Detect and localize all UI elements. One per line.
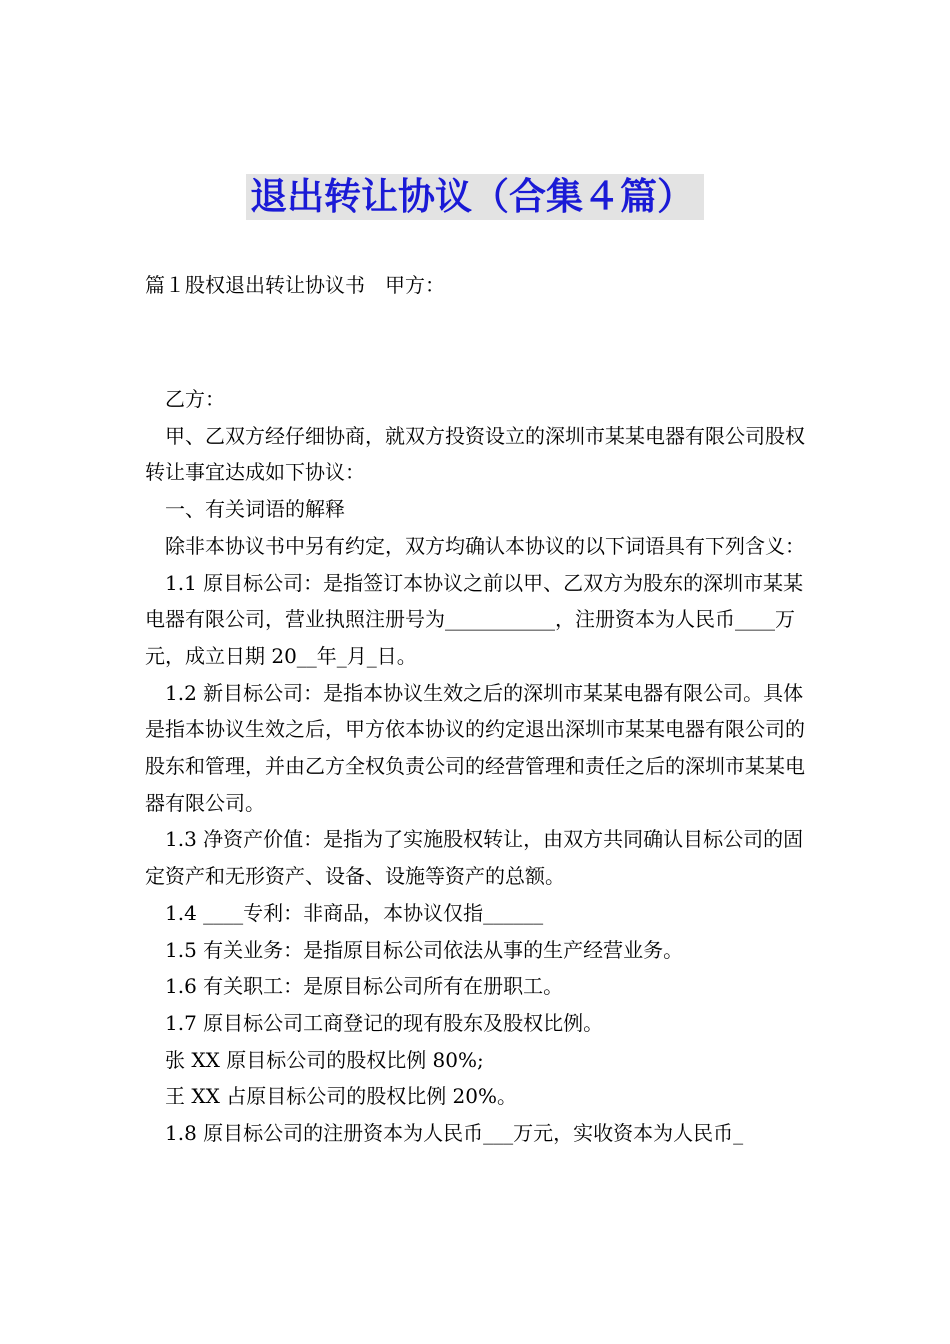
paragraph-clause-1-7: 1.7 原目标公司工商登记的现有股东及股权比例。 [165,1010,604,1035]
paragraph-clause-1-6: 1.6 有关职工：是原目标公司所有在册职工。 [165,974,564,999]
paragraph-intro: 甲、乙双方经仔细协商，就双方投资设立的深圳市某某电器有限公司股权转让事宜达成如下协议： [145,423,805,485]
paragraph-clause-1-1: 1.1 原目标公司：是指签订本协议之前以甲、乙双方为股东的深圳市某某电器有限公司，营业执照注册号为___________，注册资本为人民币____万元，成立日期 20__年_月_日。 [145,570,804,668]
paragraph-clause-1-8: 1.8 原目标公司的注册资本为人民币___万元，实收资本为人民币_ [165,1121,744,1146]
paragraph-party-b: 乙方： [165,387,225,411]
document-title: 退出转让协议（合集４篇） [246,174,704,220]
title-container [0,174,950,220]
paragraph-clause-1-3: 1.3 净资产价值：是指为了实施股权转让，由双方共同确认目标公司的固定资产和无形资产、设备、设施等资产的总额。 [145,827,804,889]
paragraph-shareholder-wang: 王 XX 占原目标公司的股权比例 20%。 [165,1084,518,1109]
document-body [145,381,807,1152]
paragraph-shareholder-zhang: 张 XX 原目标公司的股权比例 80%; [165,1047,484,1072]
paragraph-definitions-intro: 除非本协议书中另有约定，双方均确认本协议的以下词语具有下列含义： [165,533,805,558]
section-heading: 篇１股权退出转让协议书 甲方： [145,273,445,297]
paragraph-clause-1-4: 1.4 ____专利：非商品，本协议仅指______ [165,900,544,925]
paragraph-section-1: 一、有关词语的解释 [165,497,345,522]
paragraph-clause-1-2: 1.2 新目标公司：是指本协议生效之后的深圳市某某电器有限公司。具体是指本协议生效之后，甲方依本协议的约定退出深圳市某某电器有限公司的股东和管理，并由乙方全权负责公司的经营管理和责任之后的深圳市某某电器有限公司。 [145,680,805,815]
paragraph-clause-1-5: 1.5 有关业务：是指原目标公司依法从事的生产经营业务。 [165,937,684,962]
